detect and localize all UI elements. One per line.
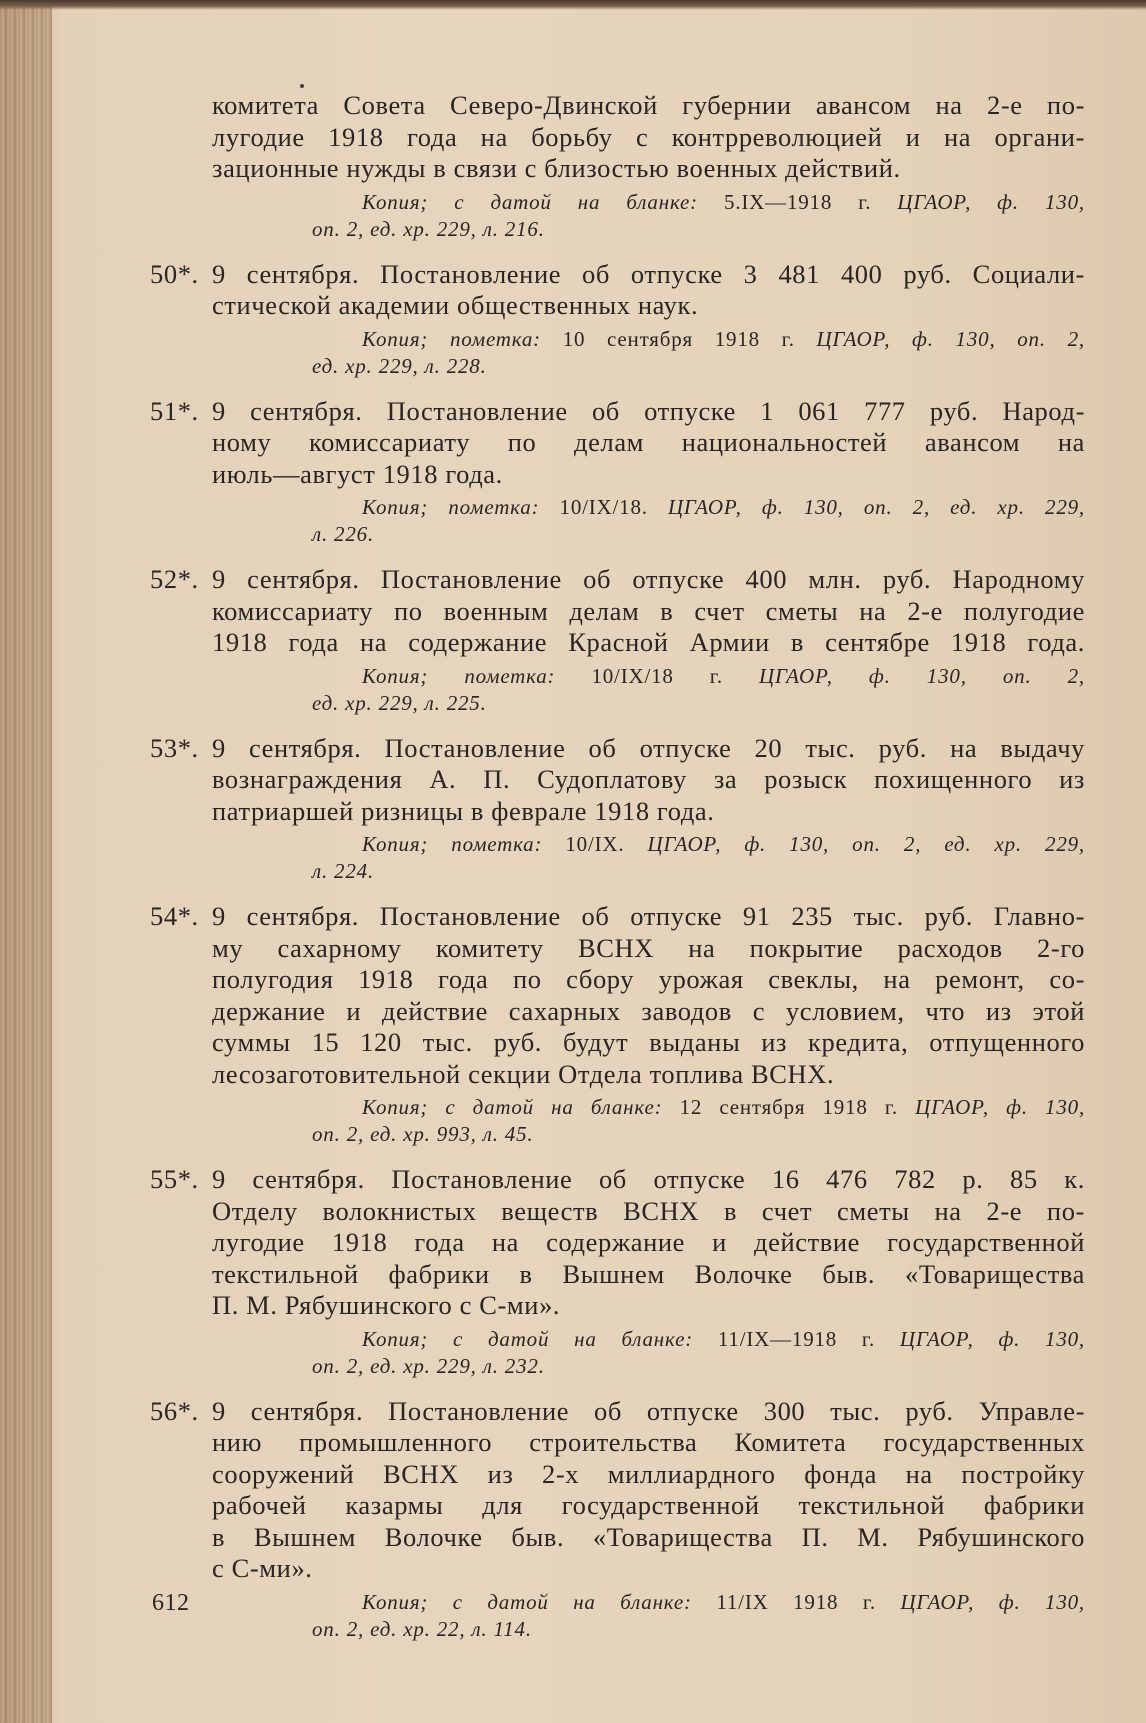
text-line: 9 сентября. Постановление об отпуске 20 тыс. руб. на выдачу	[212, 732, 1085, 763]
text-line: 9 сентября. Постановление об отпуске 1 061 777 руб. Народ-	[212, 395, 1085, 426]
source-note	[150, 1589, 1085, 1643]
note-label: Копия; с датой на бланке:	[362, 189, 698, 214]
note-date: 10/IX/18 г.	[591, 663, 723, 688]
note-archive: ЦГАОР, ф. 130, оп. 2, ед. хр. 229,	[647, 832, 1085, 856]
note-date: 11/IX—1918 г.	[717, 1326, 876, 1351]
note-label: Копия; с датой на бланке:	[362, 1326, 694, 1351]
entry-number: 55*.	[150, 1164, 199, 1194]
note-label: Копия; с датой на бланке:	[362, 1095, 663, 1119]
print-speck	[300, 84, 304, 88]
note-archive: ЦГАОР, ф. 130, оп. 2, ед. хр. 229,	[667, 495, 1085, 519]
note-label: Копия; пометка:	[362, 663, 556, 688]
entry-number: 52*.	[150, 564, 199, 594]
page-number: 612	[152, 1590, 190, 1616]
text-line: полугодия 1918 года по сбору урожая свеклы, на ремонт, со-	[212, 964, 1085, 994]
note-archive: ЦГАОР, ф. 130, оп. 2,	[816, 326, 1085, 351]
note-line2: оп. 2, ед. хр. 22, л. 114.	[312, 1616, 532, 1641]
source-note	[150, 1094, 1085, 1148]
note-label: Копия; пометка:	[362, 326, 541, 351]
text-line: лугодие 1918 года на борьбу с контрреволюцией и на органи-	[212, 121, 1085, 152]
entry-54	[150, 901, 1085, 1148]
text-line: лесозаготовительной секции Отдела топлива ВСНХ.	[212, 1058, 835, 1089]
text-line: П. М. Рябушинского с С-ми».	[212, 1290, 561, 1320]
text-line: комиссариату по военным делам в счет сметы на 2-е полугодие	[212, 595, 1085, 626]
note-line2: ед. хр. 229, л. 228.	[312, 353, 487, 378]
note-line2: оп. 2, ед. хр. 993, л. 45.	[312, 1122, 534, 1146]
text-line: текстильной фабрики в Вышнем Волочке быв. «Товарищества	[212, 1258, 1085, 1289]
text-line: рабочей казармы для государственной текстильной фабрики	[212, 1490, 1085, 1520]
text-line: патриаршей ризницы в феврале 1918 года.	[212, 795, 715, 826]
note-date: 11/IX 1918 г.	[716, 1589, 876, 1614]
note-date: 10/IX.	[565, 832, 625, 856]
text-line: нию промышленного строительства Комитета государственных	[212, 1427, 1085, 1457]
entry-number: 50*.	[150, 258, 199, 289]
entry-number: 51*.	[150, 395, 199, 426]
source-note	[150, 189, 1085, 243]
note-archive: ЦГАОР, ф. 130,	[897, 189, 1085, 214]
note-line2: л. 224.	[312, 859, 375, 883]
text-line: 9 сентября. Постановление об отпуске 91 235 тыс. руб. Главно-	[212, 901, 1085, 931]
text-line: сооружений ВСНХ из 2-х миллиардного фонда на постройку	[212, 1458, 1085, 1489]
note-archive: ЦГАОР, ф. 130,	[915, 1095, 1085, 1119]
entry-51	[150, 396, 1085, 549]
entry-number: 54*.	[150, 901, 199, 931]
entry-55	[150, 1164, 1085, 1380]
text-line: Отделу волокнистых веществ ВСНХ в счет сметы на 2-е по-	[212, 1195, 1085, 1226]
note-line2: ед. хр. 229, л. 225.	[312, 690, 487, 715]
text-line: зационные нужды в связи с близостью военных действий.	[212, 153, 901, 183]
entry-53	[150, 733, 1085, 886]
note-label: Копия; пометка:	[362, 832, 543, 856]
note-date: 12 сентября 1918 г.	[679, 1095, 898, 1119]
text-line: лугодие 1918 года на содержание и действие государственной	[212, 1227, 1085, 1257]
text-line: ному комиссариату по делам национальностей авансом на	[212, 427, 1085, 457]
opening-paragraph	[150, 90, 1085, 243]
entry-number: 53*.	[150, 732, 199, 763]
entry-52	[150, 564, 1085, 717]
source-note	[150, 494, 1085, 548]
text-line: суммы 15 120 тыс. руб. будут выданы из кредита, отпущенного	[212, 1027, 1085, 1057]
text-line: 9 сентября. Постановление об отпуске 16 476 782 р. 85 к.	[212, 1164, 1085, 1194]
note-archive: ЦГАОР, ф. 130,	[899, 1326, 1085, 1351]
source-note	[150, 831, 1085, 885]
text-line: держание и действие сахарных заводов с условием, что из этой	[212, 995, 1085, 1026]
entry-56	[150, 1396, 1085, 1643]
text-line: с С-ми».	[212, 1553, 313, 1583]
note-date: 10 сентября 1918 г.	[562, 326, 795, 351]
note-date: 10/IX/18.	[559, 495, 648, 519]
source-note	[150, 1326, 1085, 1380]
entry-50	[150, 259, 1085, 380]
text-line: стической академии общественных наук.	[212, 290, 699, 320]
text-line: 9 сентября. Постановление об отпуске 300 тыс. руб. Управле-	[212, 1395, 1085, 1426]
text-line: му сахарному комитету ВСНХ на покрытие расходов 2-го	[212, 932, 1085, 963]
book-binding-edge	[0, 0, 52, 1723]
text-line: комитета Совета Северо-Двинской губернии авансом на 2-е по-	[212, 90, 1085, 120]
text-line: в Вышнем Волочке быв. «Товарищества П. М. Рябушинского	[212, 1521, 1085, 1552]
entry-number: 56*.	[150, 1395, 199, 1426]
note-line2: оп. 2, ед. хр. 229, л. 216.	[312, 216, 545, 241]
note-label: Копия; пометка:	[362, 495, 540, 519]
source-note	[150, 326, 1085, 380]
source-note	[150, 663, 1085, 717]
text-line: 1918 года на содержание Красной Армии в сентябре 1918 года.	[212, 627, 1085, 657]
note-label: Копия; с датой на бланке:	[362, 1589, 692, 1614]
note-date: 5.IX—1918 г.	[724, 189, 872, 214]
note-line2: оп. 2, ед. хр. 229, л. 232.	[312, 1353, 545, 1378]
text-line: 9 сентября. Постановление об отпуске 400 млн. руб. Народному	[212, 564, 1085, 594]
text-line: 9 сентября. Постановление об отпуске 3 481 400 руб. Социали-	[212, 258, 1085, 289]
text-line: июль—август 1918 года.	[212, 458, 503, 489]
page-top-edge	[0, 0, 1146, 10]
note-line2: л. 226.	[312, 522, 375, 546]
text-line: вознаграждения А. П. Судоплатову за розыск похищенного из	[212, 764, 1085, 794]
page-content	[150, 90, 1085, 1643]
note-archive: ЦГАОР, ф. 130,	[900, 1589, 1085, 1614]
note-archive: ЦГАОР, ф. 130, оп. 2,	[759, 663, 1085, 688]
